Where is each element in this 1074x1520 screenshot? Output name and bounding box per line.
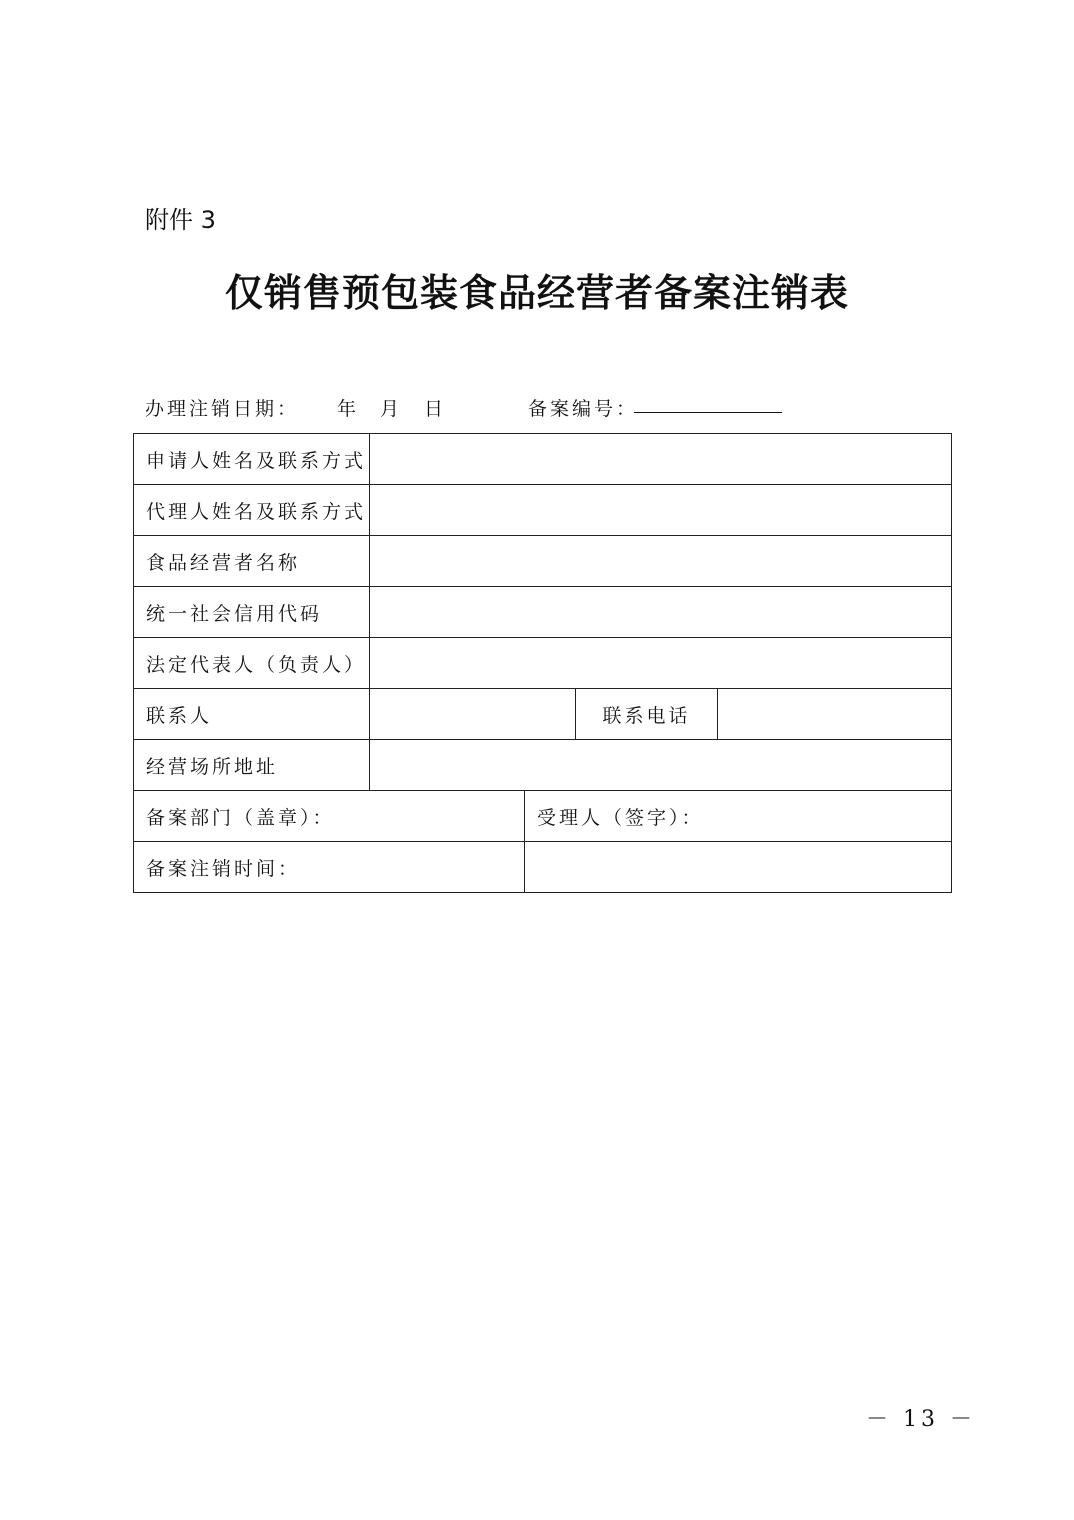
receiver-signature-field[interactable]: 受理人（签字）： [525,791,952,842]
contact-field[interactable] [370,689,576,740]
form-title: 仅销售预包装食品经营者备案注销表 [224,270,849,315]
cancel-date-label: 办理注销日期： [145,398,300,420]
operator-name-label: 食品经营者名称 [134,536,370,587]
applicant-label: 申请人姓名及联系方式 [134,434,370,485]
phone-label: 联系电话 [576,689,718,740]
month-label: 月 [380,398,403,420]
phone-field[interactable] [718,689,952,740]
legal-rep-label: 法定代表人（负责人） [134,638,370,689]
legal-rep-field[interactable] [370,638,952,689]
attachment-label: 附件 3 [145,206,216,234]
page-number: － 13 － [866,1407,976,1432]
table-row [134,689,952,740]
table-row [134,434,952,485]
agent-field[interactable] [370,485,952,536]
address-field[interactable] [370,740,952,791]
filing-number-field[interactable] [634,412,782,413]
credit-code-label: 统一社会信用代码 [134,587,370,638]
table-row [134,791,952,842]
table-row [134,485,952,536]
filing-number-label: 备案编号： [528,398,639,420]
address-label: 经营场所地址 [134,740,370,791]
cancellation-form-table [133,433,952,893]
contact-label: 联系人 [134,689,370,740]
table-row [134,536,952,587]
cancel-time-field[interactable]: 备案注销时间： [134,842,525,893]
department-seal-field[interactable]: 备案部门（盖章）： [134,791,525,842]
table-row [134,587,952,638]
agent-label: 代理人姓名及联系方式 [134,485,370,536]
blank-cell [525,842,952,893]
applicant-field[interactable] [370,434,952,485]
year-label: 年 [337,398,360,420]
day-label: 日 [424,398,447,420]
table-row [134,842,952,893]
operator-name-field[interactable] [370,536,952,587]
table-row [134,638,952,689]
credit-code-field[interactable] [370,587,952,638]
table-row [134,740,952,791]
